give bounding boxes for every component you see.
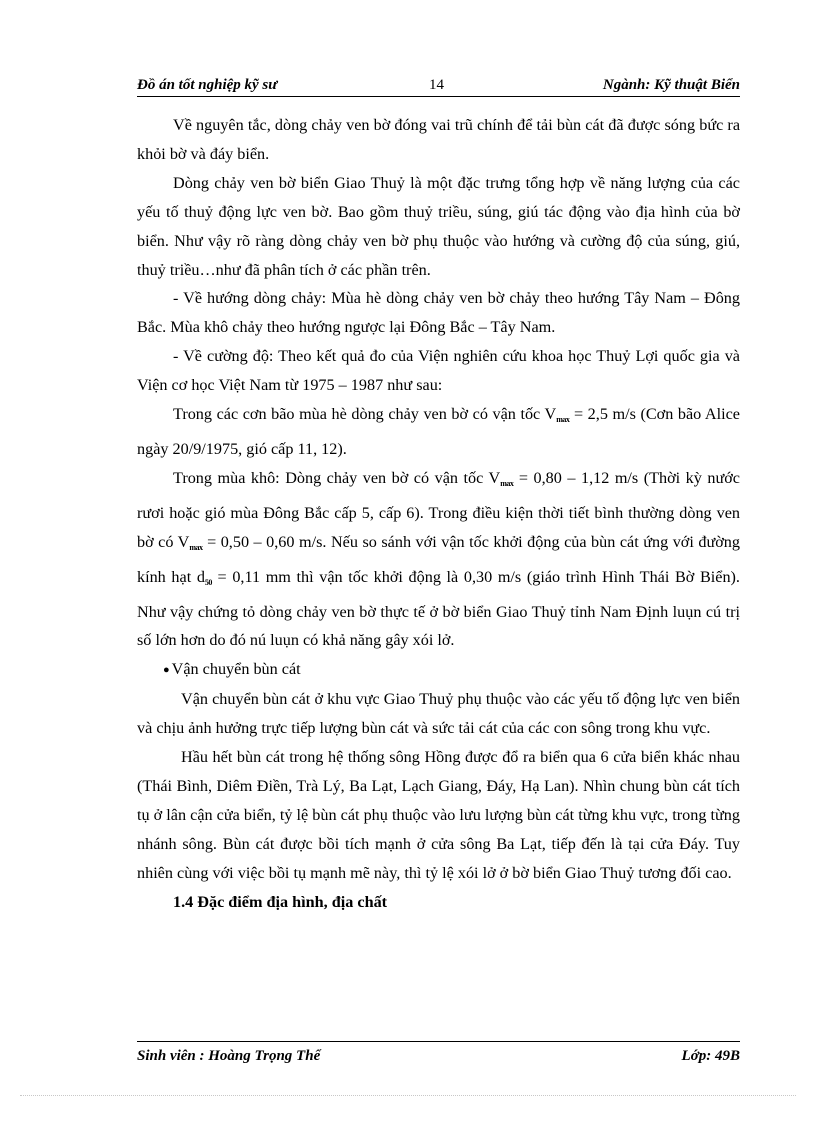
document-body bbox=[137, 111, 740, 916]
bullet-dot-icon: ● bbox=[163, 664, 170, 677]
paragraph-2: Dòng chảy ven bờ biển Giao Thuỷ là một đặc trưng tổng hợp về năng lượng của các yếu tố thuỷ động lực ven bờ. Bao gồm thuỷ triều, súng, giú tác động vào địa hình của bờ biển. Như vậy rõ ràng dòng chảy ven bờ phụ thuộc vào hướng và cường độ của súng, giú, thuỷ triều…như đã phân tích ở các phần trên. bbox=[137, 173, 740, 279]
footer-class: Lớp: 49B bbox=[681, 1048, 740, 1064]
subscript-max: max bbox=[500, 478, 514, 488]
subscript-max: max bbox=[189, 542, 203, 552]
page-header bbox=[137, 74, 740, 97]
paragraph-red-river: Hầu hết bùn cát trong hệ thống sông Hồng được đổ ra biển qua 6 cửa biển khác nhau (Thái Bình, Diêm Điền, Trà Lý, Ba Lạt, Lạch Giang, Đáy, Hạ Lan). Nhìn chung bùn cát tích tụ ở lân cận cửa biển, tỷ lệ bùn cát phụ thuộc vào lưu lượng bùn cát từng khu vực, trong từng nhánh sông. Bùn cát được bồi tích mạnh ở cửa sông Ba Lạt, tiếp đến là tại cửa Đáy. Tuy nhiên cùng với việc bồi tụ mạnh mẽ này, thì tỷ lệ xói lở ở bờ biển Giao Thuỷ tương đối cao. bbox=[137, 748, 740, 882]
page-number: 14 bbox=[429, 77, 444, 93]
subscript-max: max bbox=[556, 415, 570, 425]
paragraph-sediment-transport: Vận chuyển bùn cát ở khu vực Giao Thuỷ phụ thuộc vào các yếu tố động lực ven biển và chịu ảnh hưởng trực tiếp lượng bùn cát và sức tải cát của các con sông trong khu vực. bbox=[137, 690, 740, 738]
bullet-item bbox=[137, 655, 740, 685]
paragraph-storm-velocity bbox=[137, 400, 740, 464]
text-span: = 0,11 mm thì vận tốc khởi động là 0,30 m/s (giáo trình Hình Thái Bờ Biển). Như vậy chứng tỏ dòng chảy ven bờ thực tế ở bờ biển Giao Thuỷ tỉnh Nam Định luụn cú trị số lớn hơn do đó nú luụn có khả năng gây xói lở. bbox=[137, 567, 740, 650]
header-thesis-title: Đồ án tốt nghiệp kỹ sư bbox=[137, 77, 278, 93]
paragraph-flow-intensity: - Về cường độ: Theo kết quả đo của Viện nghiên cứu khoa học Thuỷ Lợi quốc gia và Viện cơ học Việt Nam từ 1975 – 1987 như sau: bbox=[137, 347, 740, 395]
page-edge-divider bbox=[20, 1095, 796, 1096]
text-span: Trong mùa khô: Dòng chảy ven bờ có vận tốc V bbox=[173, 468, 501, 487]
subscript-50: 50 bbox=[204, 577, 212, 587]
footer-student: Sinh viên : Hoàng Trọng Thể bbox=[137, 1048, 321, 1064]
text-span: = 0,80 – 1,12 m/s (Thời kỳ nước rươi hoặc gió mùa Đông Bắc cấp 5, cấp 6). Trong điều kiện thời tiết bình thường dòng ven bờ có V bbox=[137, 468, 740, 551]
page-footer bbox=[137, 1041, 740, 1068]
text-span: = 0,50 – 0,60 m/s. Nếu so sánh với vận tốc khởi động của bùn cát ứng với đường kính hạt d bbox=[137, 532, 740, 586]
header-major: Ngành: Kỹ thuật Biển bbox=[602, 77, 740, 93]
paragraph-1: Về nguyên tắc, dòng chảy ven bờ đóng vai trũ chính để tải bùn cát đã được sóng bức ra khỏi bờ và đáy biển. bbox=[137, 116, 740, 163]
text-span: = 2,5 m/s (Cơn bão Alice ngày 20/9/1975, gió cấp 11, 12). bbox=[137, 405, 740, 458]
paragraph-flow-direction: - Về hướng dòng chảy: Mùa hè dòng chảy ven bờ chảy theo hướng Tây Nam – Đông Bắc. Mùa khô chảy theo hướng ngược lại Đông Bắc – Tây Nam. bbox=[137, 289, 740, 337]
paragraph-dry-season bbox=[137, 464, 740, 655]
text-span: Trong các cơn bão mùa hè dòng chảy ven bờ có vận tốc V bbox=[173, 405, 557, 424]
section-heading: 1.4 Đặc điểm địa hình, địa chất bbox=[173, 892, 388, 911]
bullet-text: Vận chuyển bùn cát bbox=[171, 660, 301, 679]
